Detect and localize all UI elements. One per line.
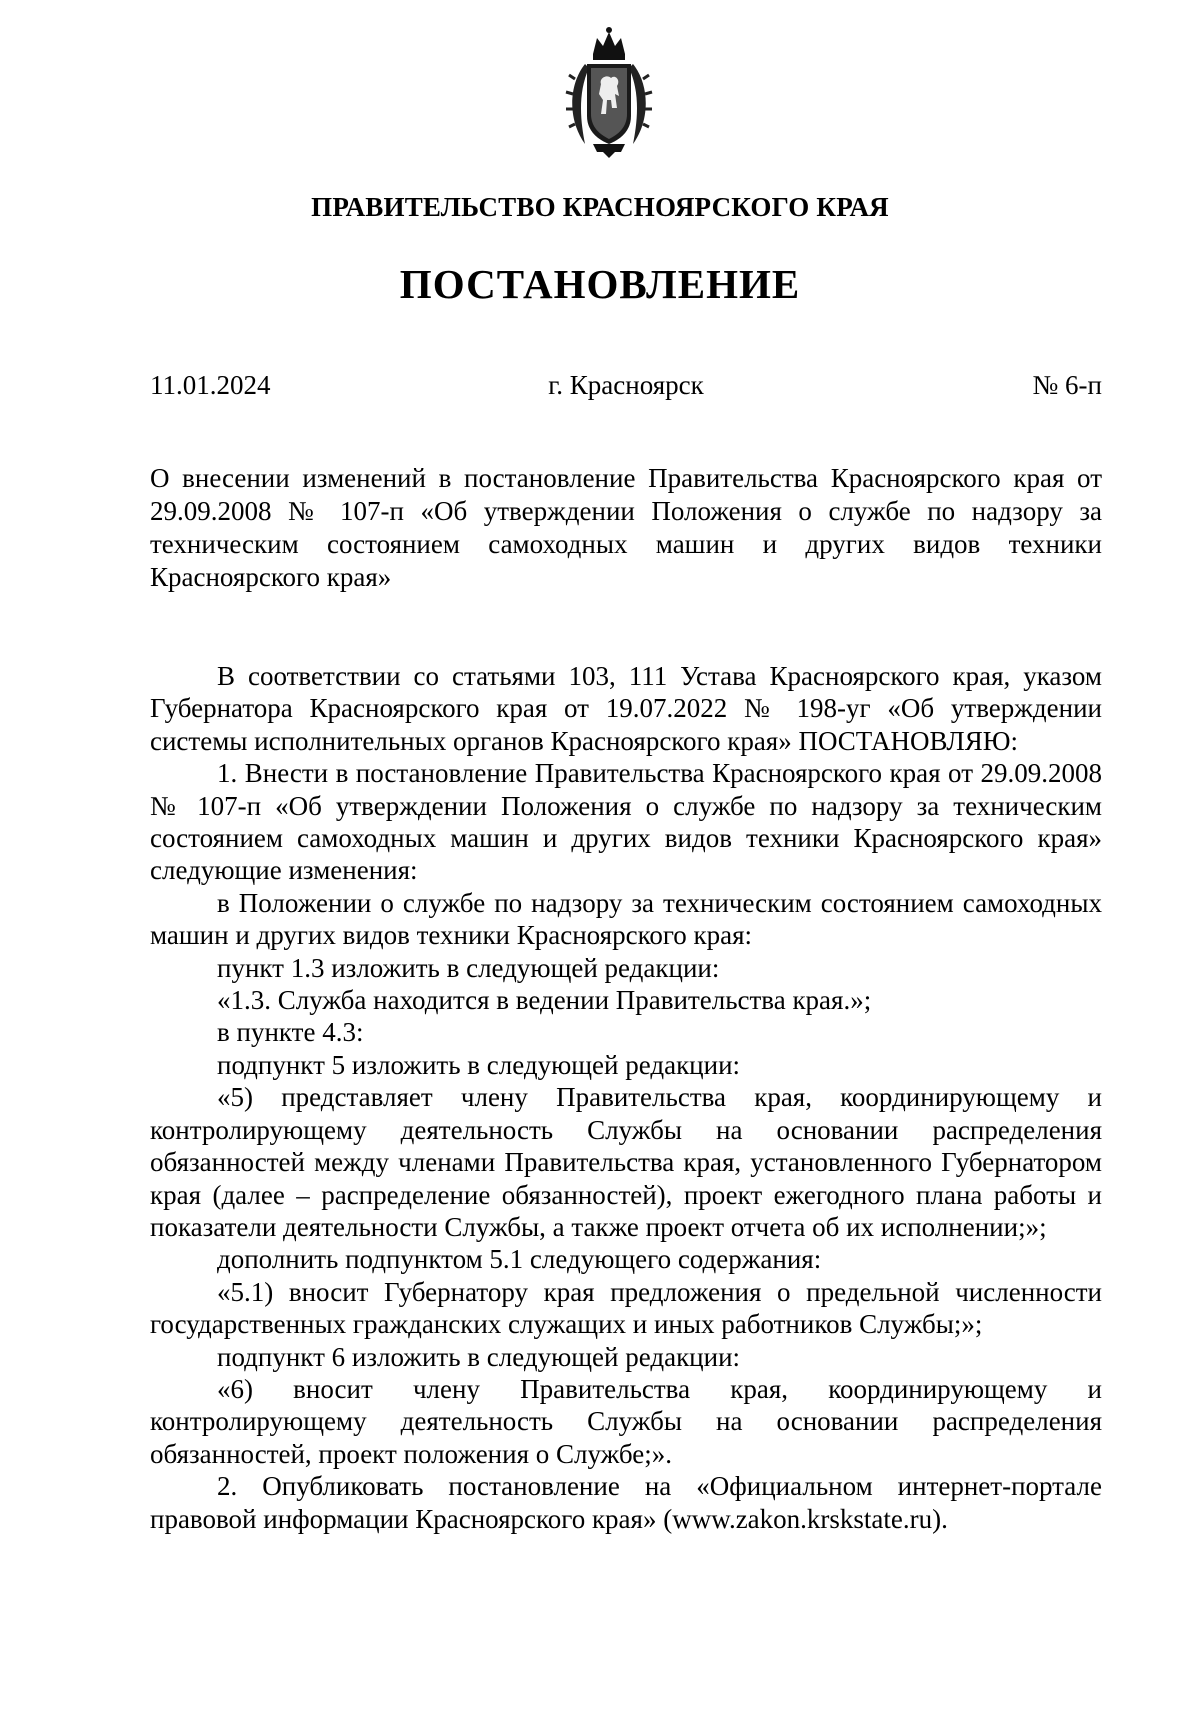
body-paragraph: В соответствии со статьями 103, 111 Устава Красноярского края, указом Губернатора Красноярского края от 19.07.2022 № 198-уг «Об утверждении системы исполнительных органов Красноярского края» ПОСТАНОВЛЯЮ: bbox=[150, 661, 1102, 756]
organization-title: ПРАВИТЕЛЬСТВО КРАСНОЯРСКОГО КРАЯ bbox=[311, 192, 889, 222]
document-number: № 6-п bbox=[1032, 370, 1102, 400]
document-type-title: ПОСТАНОВЛЕНИЕ bbox=[399, 261, 801, 307]
body-paragraph: «5.1) вносит Губернатору края предложения о предельной численности государственных гражданских служащих и иных работников Службы;»; bbox=[150, 1276, 1102, 1340]
document-city: г. Красноярск bbox=[548, 370, 704, 400]
document-date: 11.01.2024 bbox=[150, 370, 271, 400]
body-paragraph: «1.3. Служба находится в ведении Правительства края.»; bbox=[217, 985, 872, 1016]
body-paragraph: 2. Опубликовать постановление на «Официальном интернет-портале правовой информации Красноярского края» (www.zakon.krskstate.ru). bbox=[150, 1471, 1102, 1534]
body-paragraph: пункт 1.3 изложить в следующей редакции: bbox=[217, 952, 720, 983]
coat-of-arms-emblem bbox=[563, 24, 655, 159]
body-paragraph: дополнить подпунктом 5.1 следующего содержания: bbox=[217, 1244, 822, 1275]
body-paragraph: в пункте 4.3: bbox=[217, 1017, 364, 1048]
document-subject: О внесении изменений в постановление Правительства Красноярского края от 29.09.2008 № 107-п «Об утверждении Положения о службе по надзору за техническим состоянием самоходных машин и других видов техники Красноярского края» bbox=[150, 463, 1102, 592]
body-paragraph: в Положении о службе по надзору за техническим состоянием самоходных машин и других видов техники Красноярского края: bbox=[150, 887, 1102, 951]
body-paragraph: подпункт 5 изложить в следующей редакции: bbox=[217, 1049, 741, 1080]
body-paragraph: «5) представляет члену Правительства края, координирующему и контролирующему деятельность Службы на основании распределения обязанностей между членами Правительства края, установленного Губернатором края (далее – распределение обязанностей), проект ежегодного плана работы и показатели деятельности Службы, а также проект отчета об их исполнении;»; bbox=[150, 1082, 1102, 1242]
body-paragraph: подпункт 6 изложить в следующей редакции: bbox=[217, 1341, 741, 1372]
document-body bbox=[150, 660, 1102, 1535]
body-paragraph: 1. Внести в постановление Правительства Красноярского края от 29.09.2008 № 107-п «Об утверждении Положения о службе по надзору за техническим состоянием самоходных машин и других видов техники Красноярского края» следующие изменения: bbox=[150, 758, 1102, 886]
document-meta-line bbox=[150, 370, 1102, 406]
body-paragraph: «6) вносит члену Правительства края, координирующему и контролирующему деятельность Службы на основании распределения обязанностей, проект положения о Службе;». bbox=[150, 1373, 1102, 1469]
